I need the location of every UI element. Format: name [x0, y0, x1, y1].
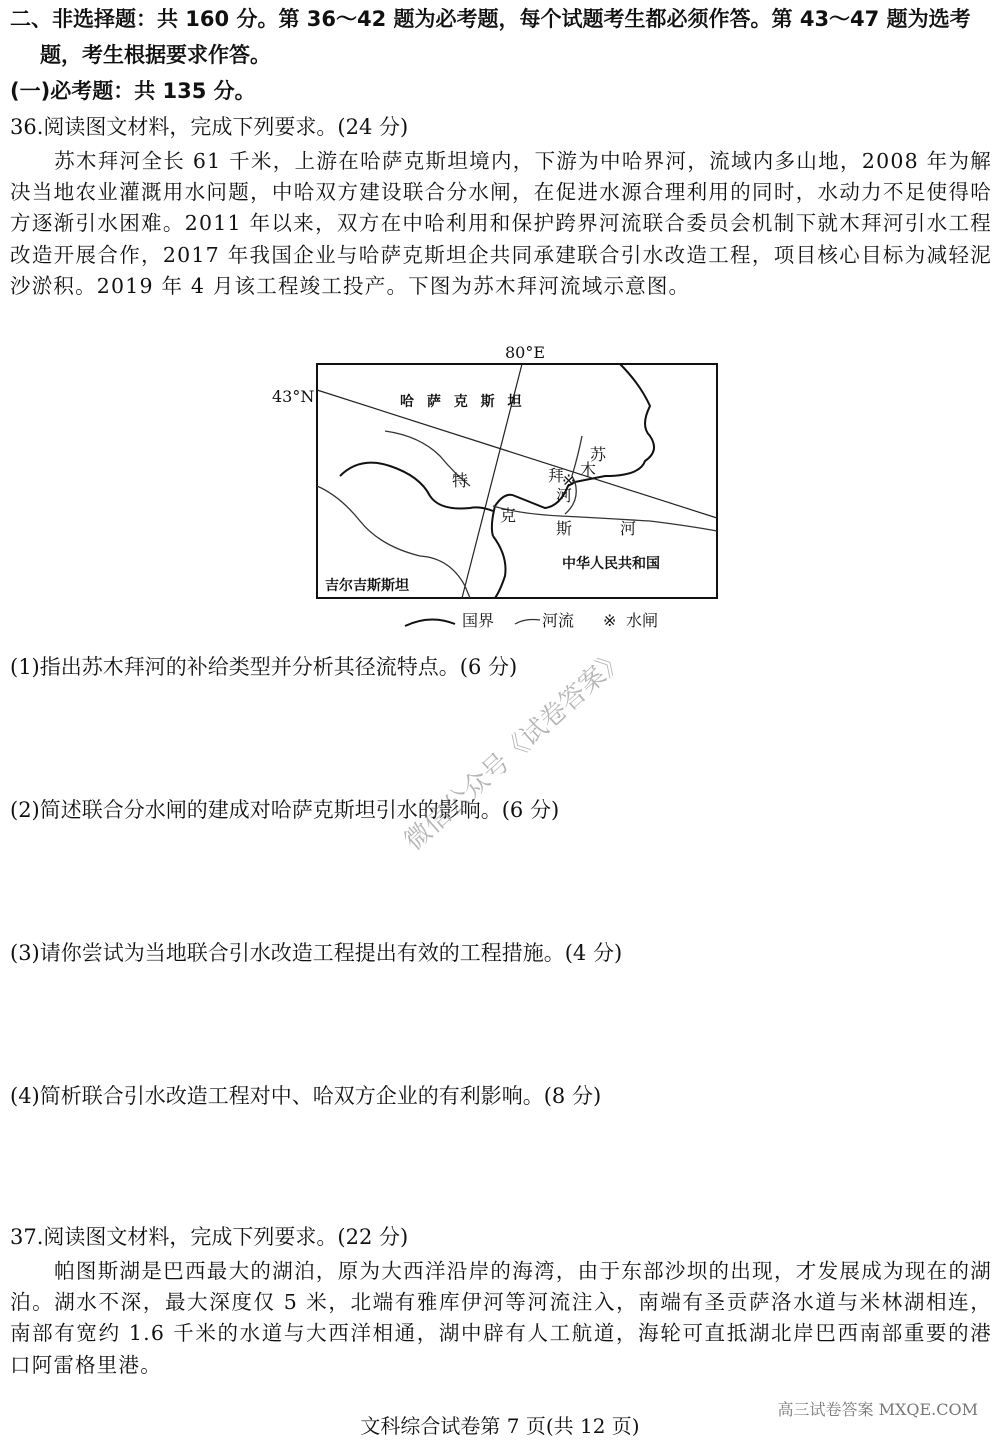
q36-title: 36.阅读图文材料，完成下列要求。(24 分)	[10, 115, 409, 139]
sub-heading: (一)必考题：共 135 分。	[10, 79, 256, 103]
label-sumubai-1: 苏	[590, 445, 607, 464]
label-tekes-2: 克	[500, 506, 517, 525]
border-kz-kg	[340, 463, 493, 511]
legend-river-label: 河流	[542, 611, 575, 630]
river-tekes	[493, 506, 717, 531]
label-china: 中华人民共和国	[562, 556, 660, 572]
sumubai-river-map	[0, 336, 1000, 636]
q36-passage	[10, 146, 992, 302]
watermark: 微信公众号《试卷答案》	[399, 643, 632, 857]
border-kg-cn	[493, 536, 506, 598]
legend-border-label: 国界	[462, 611, 495, 630]
q36-sub3: (3)请你尝试为当地联合引水改造工程提出有效的工程措施。(4 分)	[10, 941, 623, 965]
q36-sub1: (1)指出苏木拜河的补给类型并分析其径流特点。(6 分)	[10, 655, 518, 679]
legend-border-icon	[405, 619, 455, 626]
label-tekes-1: 特	[452, 471, 469, 490]
page-footer: 文科综合试卷第 7 页(共 12 页)	[360, 1414, 640, 1438]
water-gate-icon: ※	[562, 471, 576, 490]
label-sumubai-3: 拜	[548, 466, 565, 485]
q36-sub4: (4)简析联合引水改造工程对中、哈双方企业的有利影响。(8 分)	[10, 1084, 602, 1108]
q36-passage-text: 苏木拜河全长 61 千米，上游在哈萨克斯坦境内，下游为中哈界河，流域内多山地，2008 年为解决当地农业灌溉用水问题，中哈双方建设联合分水闸，在促进水源合理利用的同时，水动力不足使得哈方逐渐引水困难。2011 年以来，双方在中哈利用和保护跨界河流联合委员会机制下就木拜河引水工程改造开展合作，2017 年我国企业与哈萨克斯坦企共同承建联合引水改造工程，项目核心目标为减轻泥沙淤积。2019 年 4 月该工程竣工投产。下图为苏木拜河流域示意图。	[10, 149, 992, 298]
border-kz-cn	[492, 364, 654, 536]
section-heading: 二、非选择题：共 160 分。第 36～42 题为必考题，每个试题考生都必须作答。第 43～47 题为选考	[10, 7, 971, 31]
corner-watermark: 高三试卷答案 MXQE.COM	[777, 1400, 978, 1419]
legend-gate-icon: ※	[603, 611, 617, 630]
label-kyrgyzstan: 吉尔吉斯斯坦	[325, 578, 409, 594]
label-kazakhstan: 哈 萨 克 斯 坦	[400, 394, 526, 410]
label-sumubai-2: 木	[580, 460, 597, 479]
q37-passage	[10, 1256, 992, 1381]
label-tekes-4: 河	[620, 519, 637, 538]
lat-label: 43°N	[272, 387, 315, 406]
label-sumubai-4: 河	[556, 486, 573, 505]
label-tekes-3: 斯	[556, 519, 573, 538]
legend-gate-label: 水闸	[626, 611, 659, 630]
legend-river-icon	[515, 620, 540, 625]
lon-label: 80°E	[505, 343, 546, 362]
q37-passage-text: 帕图斯湖是巴西最大的湖泊，原为大西洋沿岸的海湾，由于东部沙坝的出现，才发展成为现在的湖泊。湖水不深，最大深度仅 5 米，北端有雅库伊河等河流注入，南端有圣贡萨洛水道与米林湖相连，南部有宽约 1.6 千米的水道与大西洋相通，湖中辟有人工航道，海轮可直抵湖北岸巴西南部重要的港口阿雷格里港。	[10, 1259, 992, 1377]
q37-title: 37.阅读图文材料，完成下列要求。(22 分)	[10, 1225, 409, 1249]
q36-sub2: (2)简述联合分水闸的建成对哈萨克斯坦引水的影响。(6 分)	[10, 798, 560, 822]
section-heading-cont: 题，考生根据要求作答。	[40, 43, 271, 67]
